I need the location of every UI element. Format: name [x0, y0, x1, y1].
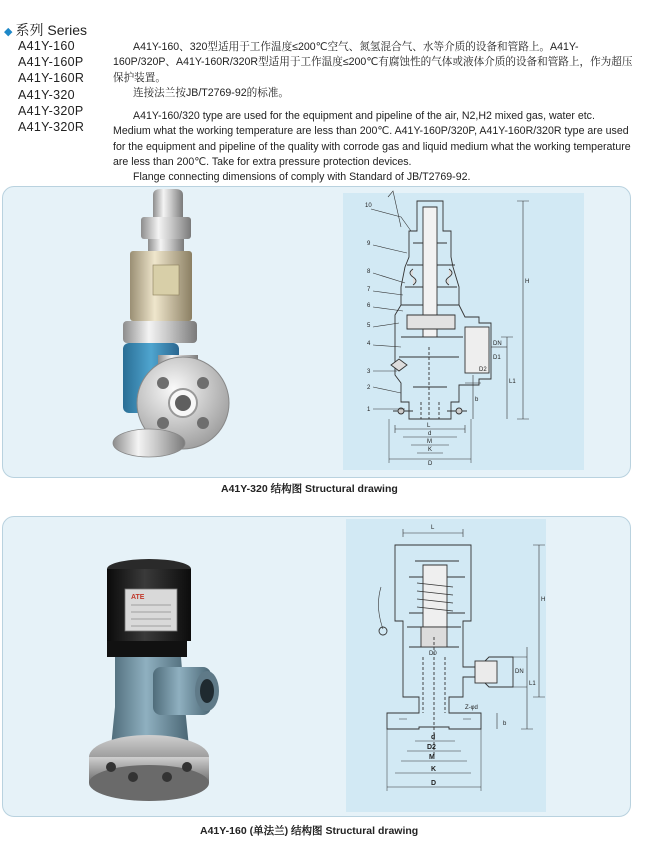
model-item: A41Y-320R — [18, 120, 85, 135]
series-heading — [4, 20, 87, 40]
diamond-icon: ◆ — [4, 26, 13, 38]
part-label: 1 — [367, 407, 371, 413]
part-label: 4 — [367, 341, 371, 347]
dim-label-d: d — [431, 734, 436, 741]
dim-label-dn: DN — [493, 341, 502, 347]
drawing-2-labels — [427, 525, 545, 787]
figure-2-caption: A41Y-160 (单法兰) 结构图 Structural drawing — [200, 825, 419, 837]
model-item: A41Y-160P — [18, 55, 84, 70]
model-item: A41Y-160R — [18, 71, 85, 86]
figure-2-svg — [3, 517, 630, 816]
model-list — [18, 38, 84, 135]
intro-en-2: Flange connecting dimensions of comply with Standard of JB/T2769-92. — [133, 171, 471, 184]
figure-1-svg — [3, 187, 630, 477]
part-label: 7 — [367, 287, 371, 293]
part-label: 6 — [367, 303, 371, 309]
dim-label-dn: DN — [515, 669, 524, 675]
dim-label-l: L — [431, 525, 435, 531]
dim-label-m: M — [427, 439, 432, 445]
dim-label-d2: D2 — [479, 367, 487, 373]
valve-photo-a41y-160 — [89, 559, 219, 801]
structural-drawing-a41y-320 — [371, 191, 529, 463]
part-label: 9 — [367, 241, 371, 247]
nameplate-text: ATE — [131, 594, 145, 601]
intro-cn-1: A41Y-160、320型适用于工作温度≤200℃空气、氮氢混合气、水等介质的设备和管路上。A41Y-160P/320P、A41Y-160R/320R型适用于工作温度≤200℃有腐蚀性的气体或液体介质的设备和管路上，作为超压保护装置。 — [113, 41, 633, 84]
dim-label-h: H — [541, 597, 546, 603]
dim-label-k: K — [428, 447, 433, 453]
figure-panel-a41y-160 — [2, 516, 631, 817]
series-title: 系列 Series — [15, 22, 88, 38]
part-label: 10 — [365, 203, 372, 209]
part-label: 2 — [367, 385, 371, 391]
dim-label-l1: L1 — [529, 681, 536, 687]
dim-label-h: H — [525, 279, 530, 285]
model-item: A41Y-160 — [18, 39, 75, 53]
structural-drawing-a41y-160 — [378, 529, 545, 791]
dim-label-d0: D0 — [429, 651, 437, 657]
dim-label-d: d — [428, 431, 432, 437]
model-item: A41Y-320P — [18, 103, 84, 118]
dim-label-zd: Z-φd — [465, 705, 478, 711]
part-label: 8 — [367, 269, 371, 275]
dim-label-b: b — [475, 397, 479, 403]
drawing-1-labels — [365, 203, 529, 467]
model-item: A41Y-320 — [18, 87, 75, 102]
dim-label-d2: D2 — [427, 744, 436, 751]
intro-text — [113, 40, 633, 186]
dim-label-k: K — [431, 766, 437, 773]
dim-label-dd: D — [431, 780, 437, 787]
part-label: 3 — [367, 369, 371, 375]
dim-label-d1: D1 — [493, 355, 501, 361]
intro-en-1: A41Y-160/320 type are used for the equipment and pipeline of the air, N2,H2 mixed gas, water etc. Medium what the working temperature are less than 200℃. A41Y-160P/320P, A41Y-160R/320R type are used for the equipment and pipeline of the quality with corrode gas and liquid medium what the working temperature are less than 200℃. Take for extra pressure protection devices. — [113, 110, 631, 169]
figure-panel-a41y-320 — [2, 186, 631, 478]
dim-label-l: L — [427, 423, 431, 429]
figure-1-caption: A41Y-320 结构图 Structural drawing — [221, 483, 398, 495]
dim-label-dd: D — [428, 461, 433, 467]
intro-cn-2: 连接法兰按JB/T2769-92的标准。 — [133, 86, 289, 99]
dim-label-m: M — [429, 754, 435, 761]
dim-label-l1: L1 — [509, 379, 516, 385]
valve-photo-a41y-320 — [113, 189, 229, 457]
dim-label-b: b — [503, 721, 507, 727]
part-label: 5 — [367, 323, 371, 329]
